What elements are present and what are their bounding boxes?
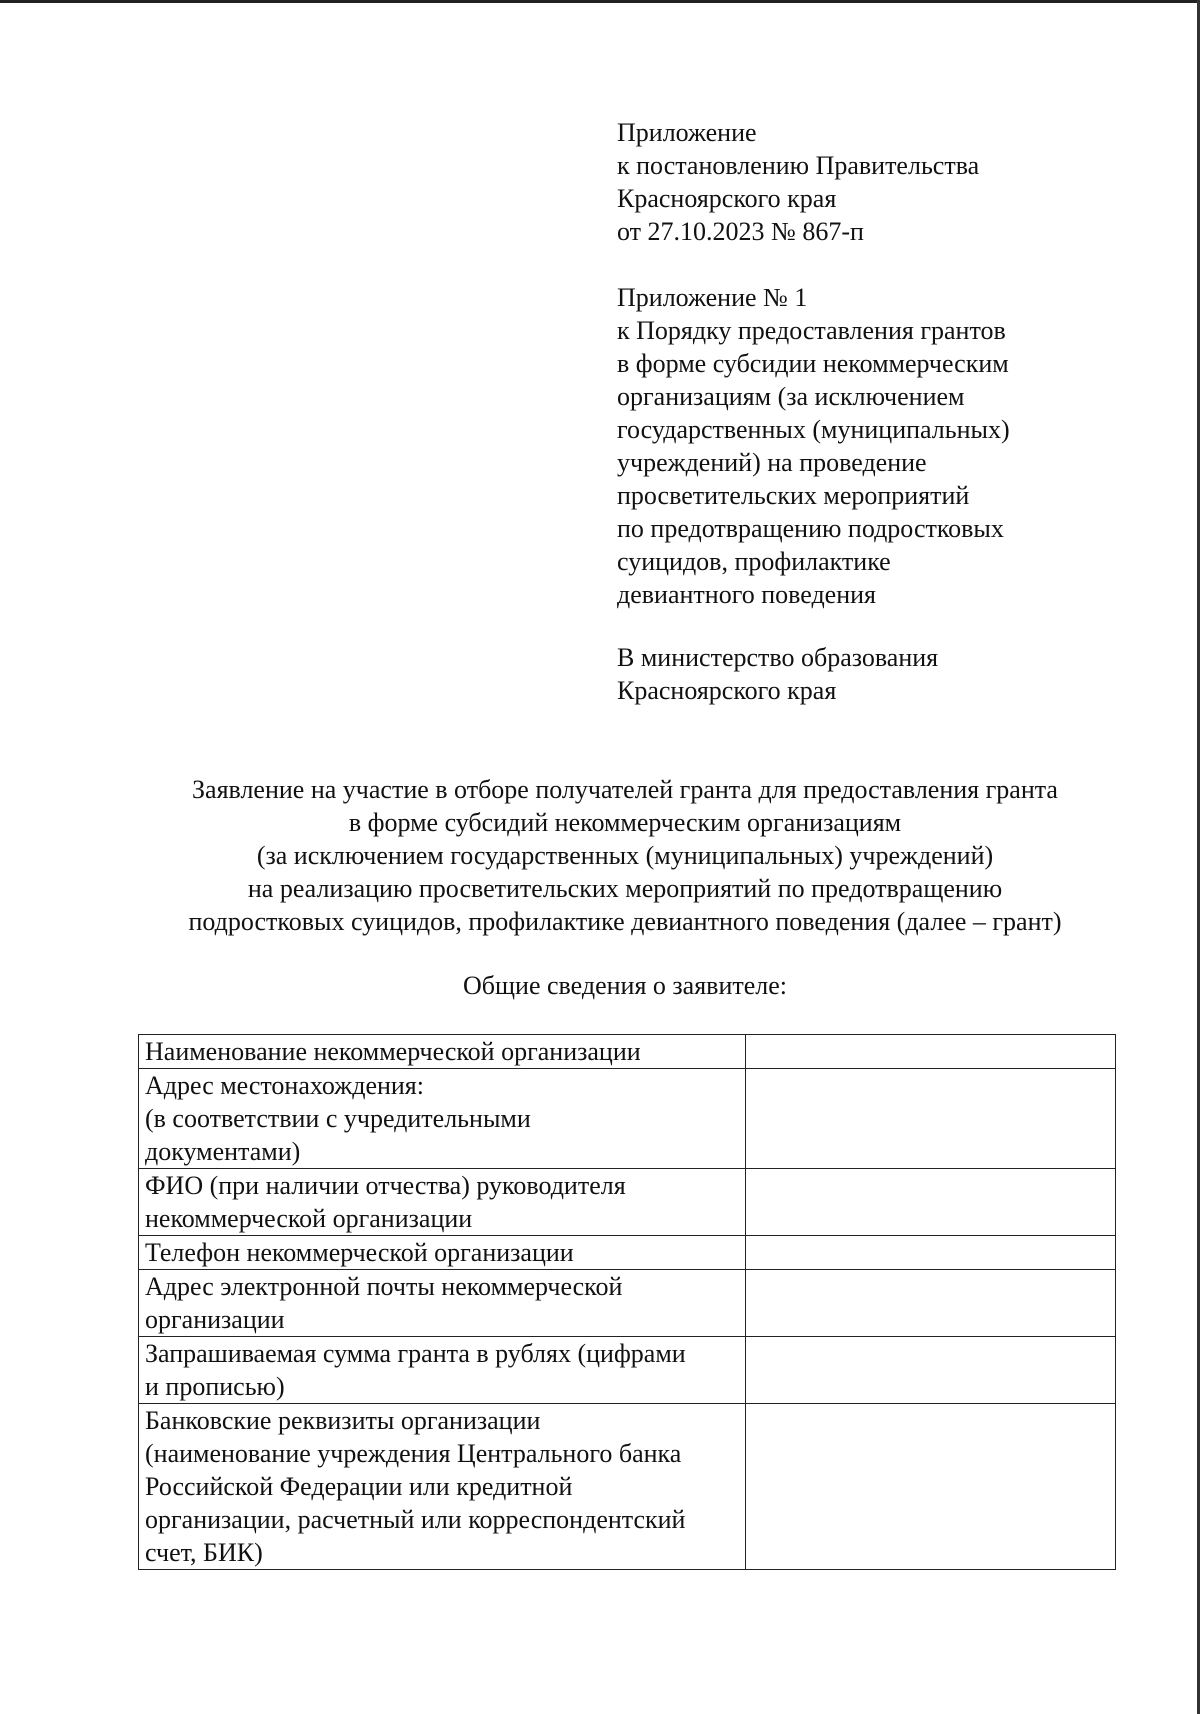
addressee-line: В министерство образования [617, 643, 939, 672]
statement-line: (за исключением государственных (муниципальных) учреждений) [256, 841, 994, 870]
appendix-order-line: организациям (за исключением [617, 382, 965, 411]
label-line: ФИО (при наличии отчества) руководителя [145, 1171, 626, 1200]
statement-title [130, 773, 1120, 938]
row-value[interactable] [746, 1069, 1116, 1169]
statement-line: на реализацию просветительских мероприятий по предотвращению [247, 874, 1003, 903]
table-row [139, 1337, 1116, 1404]
scan-border-top [0, 0, 1200, 3]
table-row [139, 1404, 1116, 1570]
row-value[interactable] [746, 1035, 1116, 1069]
appendix-order-line: суицидов, профилактике [617, 547, 891, 576]
statement-line: в форме субсидий некоммерческим организациям [348, 808, 902, 837]
appendix-header-line: Красноярского края [617, 184, 837, 213]
table-row [139, 1035, 1116, 1069]
label-line: (наименование учреждения Центрального банка [145, 1439, 682, 1468]
appendix-order-line: государственных (муниципальных) [617, 415, 1010, 444]
row-value[interactable] [746, 1404, 1116, 1570]
row-label [139, 1337, 746, 1404]
statement-line: Заявление на участие в отборе получателей гранта для предоставления гранта [192, 775, 1058, 804]
row-value[interactable] [746, 1236, 1116, 1270]
row-label [139, 1270, 746, 1337]
general-info-title: Общие сведения о заявителе: [463, 971, 787, 1000]
table-row [139, 1169, 1116, 1236]
statement-line: подростковых суицидов, профилактике девиантного поведения (далее – грант) [188, 907, 1062, 936]
label-line: организации [145, 1305, 285, 1334]
addressee [617, 641, 1137, 707]
label-line: и прописью) [145, 1372, 285, 1401]
label-line: (в соответствии с учредительными [145, 1104, 531, 1133]
appendix-header-line: к постановлению Правительства [617, 151, 980, 180]
appendix-order-line: девиантного поведения [617, 580, 876, 609]
row-label [139, 1169, 746, 1236]
addressee-line: Красноярского края [617, 676, 837, 705]
table-row [139, 1069, 1116, 1169]
row-label [139, 1069, 746, 1169]
label-line: некоммерческой организации [145, 1204, 473, 1233]
label-line: Адрес местонахождения: [145, 1071, 424, 1100]
applicant-info-table [138, 1034, 1116, 1570]
appendix-order-line: учреждений) на проведение [617, 448, 927, 477]
row-label [139, 1035, 746, 1069]
appendix-order-line: в форме субсидии некоммерческим [617, 349, 1009, 378]
label-line: счет, БИК) [145, 1538, 263, 1567]
label-line: организации, расчетный или корреспондентский [145, 1505, 686, 1534]
row-label [139, 1236, 746, 1270]
appendix-header [617, 116, 1137, 248]
appendix-header-line: Приложение [617, 118, 757, 147]
table-row [139, 1236, 1116, 1270]
appendix-order-line: к Порядку предоставления грантов [617, 316, 1006, 345]
label-line: Телефон некоммерческой организации [145, 1238, 574, 1267]
row-label [139, 1404, 746, 1570]
row-value[interactable] [746, 1337, 1116, 1404]
label-line: Адрес электронной почты некоммерческой [145, 1272, 623, 1301]
label-line: документами) [145, 1137, 301, 1166]
label-line: Наименование некоммерческой организации [145, 1037, 641, 1066]
appendix-header-line: от 27.10.2023 № 867-п [617, 217, 864, 246]
row-value[interactable] [746, 1169, 1116, 1236]
appendix-order-line: просветительских мероприятий [617, 481, 970, 510]
appendix-order-line: Приложение № 1 [617, 283, 808, 312]
table-row [139, 1270, 1116, 1337]
appendix-order [617, 281, 1137, 611]
label-line: Российской Федерации или кредитной [145, 1472, 573, 1501]
label-line: Запрашиваемая сумма гранта в рублях (цифрами [145, 1339, 686, 1368]
label-line: Банковские реквизиты организации [145, 1406, 541, 1435]
appendix-order-line: по предотвращению подростковых [617, 514, 1004, 543]
row-value[interactable] [746, 1270, 1116, 1337]
